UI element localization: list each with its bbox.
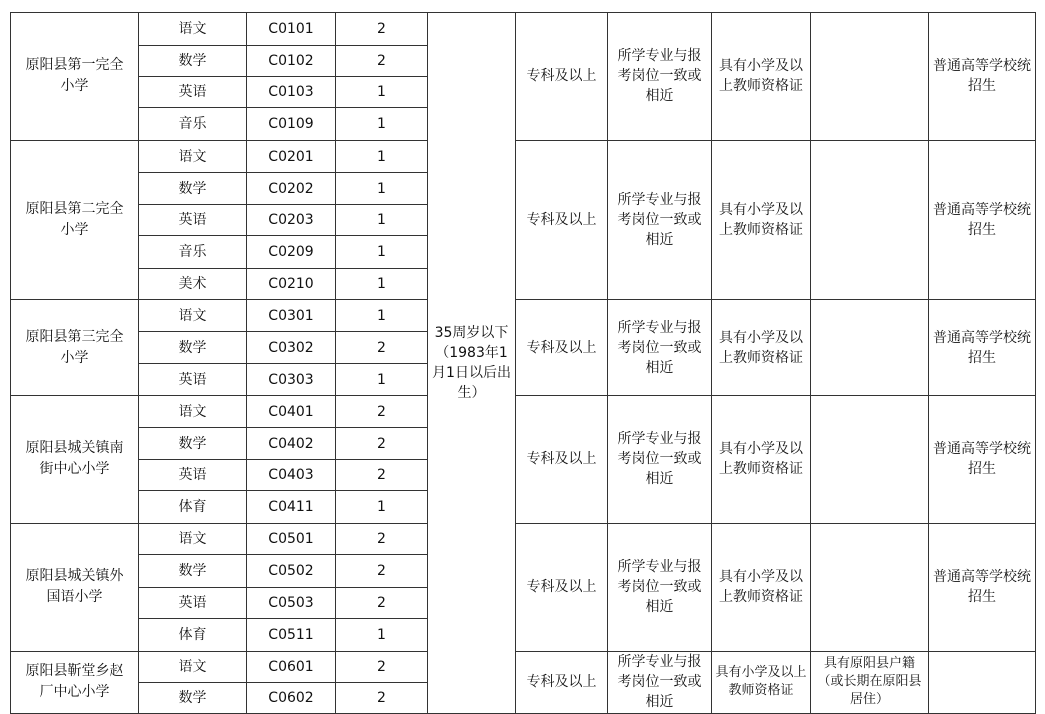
position-code-cell: C0102: [247, 45, 336, 76]
position-code-cell: C0303: [247, 364, 336, 395]
other-requirement-cell: [811, 395, 929, 523]
certificate-requirement-cell: 具有小学及以上教师资格证: [712, 140, 811, 299]
table-row: [11, 13, 1036, 46]
table-row: [11, 651, 1036, 682]
note-cell: [929, 651, 1036, 713]
major-requirement-cell: 所学专业与报考岗位一致或相近: [608, 300, 712, 395]
major-requirement-cell: 所学专业与报考岗位一致或相近: [608, 140, 712, 299]
note-cell: 普通高等学校统招生: [929, 523, 1036, 651]
major-requirement-cell: 所学专业与报考岗位一致或相近: [608, 13, 712, 141]
subject-cell: 美术: [139, 268, 247, 299]
age-requirement-cell: 35周岁以下（1983年1月1日以后出生）: [428, 13, 516, 714]
school-name-cell: 原阳县第三完全小学: [11, 300, 139, 395]
certificate-requirement-cell: 具有小学及以上教师资格证: [712, 651, 811, 713]
headcount-cell: 1: [336, 236, 428, 269]
position-code-cell: C0402: [247, 428, 336, 459]
headcount-cell: 1: [336, 268, 428, 299]
certificate-requirement-cell: 具有小学及以上教师资格证: [712, 13, 811, 141]
school-name-cell: 原阳县城关镇外国语小学: [11, 523, 139, 651]
headcount-cell: 2: [336, 523, 428, 554]
headcount-cell: 2: [336, 651, 428, 682]
subject-cell: 数学: [139, 683, 247, 714]
recruitment-table: [10, 12, 1036, 714]
headcount-cell: 2: [336, 428, 428, 459]
position-code-cell: C0101: [247, 13, 336, 46]
subject-cell: 数学: [139, 45, 247, 76]
school-name-cell: 原阳县第二完全小学: [11, 140, 139, 299]
headcount-cell: 2: [336, 587, 428, 618]
school-name-cell: 原阳县第一完全小学: [11, 13, 139, 141]
table-row: [11, 300, 1036, 331]
education-requirement-cell: 专科及以上: [516, 523, 608, 651]
subject-cell: 音乐: [139, 236, 247, 269]
subject-cell: 英语: [139, 459, 247, 490]
note-cell: 普通高等学校统招生: [929, 140, 1036, 299]
headcount-cell: 1: [336, 173, 428, 204]
headcount-cell: 2: [336, 45, 428, 76]
table-row: [11, 395, 1036, 428]
subject-cell: 语文: [139, 13, 247, 46]
other-requirement-cell: [811, 140, 929, 299]
subject-cell: 体育: [139, 491, 247, 524]
school-name-cell: 原阳县靳堂乡赵厂中心小学: [11, 651, 139, 713]
major-requirement-cell: 所学专业与报考岗位一致或相近: [608, 523, 712, 651]
headcount-cell: 2: [336, 13, 428, 46]
position-code-cell: C0301: [247, 300, 336, 331]
position-code-cell: C0202: [247, 173, 336, 204]
position-code-cell: C0401: [247, 395, 336, 428]
major-requirement-cell: 所学专业与报考岗位一致或相近: [608, 395, 712, 523]
other-requirement-cell: [811, 523, 929, 651]
headcount-cell: 1: [336, 300, 428, 331]
table-row: [11, 523, 1036, 554]
headcount-cell: 1: [336, 140, 428, 173]
certificate-requirement-cell: 具有小学及以上教师资格证: [712, 523, 811, 651]
headcount-cell: 1: [336, 619, 428, 652]
subject-cell: 音乐: [139, 108, 247, 141]
subject-cell: 数学: [139, 173, 247, 204]
subject-cell: 语文: [139, 523, 247, 554]
position-code-cell: C0103: [247, 76, 336, 107]
education-requirement-cell: 专科及以上: [516, 395, 608, 523]
certificate-requirement-cell: 具有小学及以上教师资格证: [712, 395, 811, 523]
subject-cell: 语文: [139, 651, 247, 682]
headcount-cell: 1: [336, 491, 428, 524]
position-code-cell: C0210: [247, 268, 336, 299]
subject-cell: 英语: [139, 587, 247, 618]
position-code-cell: C0403: [247, 459, 336, 490]
position-code-cell: C0601: [247, 651, 336, 682]
headcount-cell: 2: [336, 555, 428, 588]
headcount-cell: 2: [336, 395, 428, 428]
other-requirement-cell: [811, 300, 929, 395]
position-code-cell: C0302: [247, 331, 336, 364]
position-code-cell: C0201: [247, 140, 336, 173]
major-requirement-cell: 所学专业与报考岗位一致或相近: [608, 651, 712, 713]
position-code-cell: C0511: [247, 619, 336, 652]
subject-cell: 体育: [139, 619, 247, 652]
subject-cell: 英语: [139, 364, 247, 395]
position-code-cell: C0203: [247, 204, 336, 235]
education-requirement-cell: 专科及以上: [516, 13, 608, 141]
subject-cell: 英语: [139, 204, 247, 235]
position-code-cell: C0502: [247, 555, 336, 588]
subject-cell: 语文: [139, 140, 247, 173]
school-name-cell: 原阳县城关镇南街中心小学: [11, 395, 139, 523]
other-requirement-cell: [811, 13, 929, 141]
education-requirement-cell: 专科及以上: [516, 140, 608, 299]
headcount-cell: 2: [336, 683, 428, 714]
certificate-requirement-cell: 具有小学及以上教师资格证: [712, 300, 811, 395]
position-code-cell: C0109: [247, 108, 336, 141]
position-code-cell: C0501: [247, 523, 336, 554]
education-requirement-cell: 专科及以上: [516, 300, 608, 395]
position-code-cell: C0602: [247, 683, 336, 714]
note-cell: 普通高等学校统招生: [929, 13, 1036, 141]
headcount-cell: 2: [336, 459, 428, 490]
table-row: [11, 140, 1036, 173]
subject-cell: 语文: [139, 395, 247, 428]
headcount-cell: 1: [336, 364, 428, 395]
education-requirement-cell: 专科及以上: [516, 651, 608, 713]
note-cell: 普通高等学校统招生: [929, 300, 1036, 395]
headcount-cell: 1: [336, 108, 428, 141]
headcount-cell: 1: [336, 76, 428, 107]
subject-cell: 语文: [139, 300, 247, 331]
subject-cell: 数学: [139, 428, 247, 459]
position-code-cell: C0209: [247, 236, 336, 269]
position-code-cell: C0503: [247, 587, 336, 618]
subject-cell: 数学: [139, 555, 247, 588]
subject-cell: 英语: [139, 76, 247, 107]
headcount-cell: 2: [336, 331, 428, 364]
headcount-cell: 1: [336, 204, 428, 235]
subject-cell: 数学: [139, 331, 247, 364]
note-cell: 普通高等学校统招生: [929, 395, 1036, 523]
other-requirement-cell: 具有原阳县户籍（或长期在原阳县居住）: [811, 651, 929, 713]
position-code-cell: C0411: [247, 491, 336, 524]
